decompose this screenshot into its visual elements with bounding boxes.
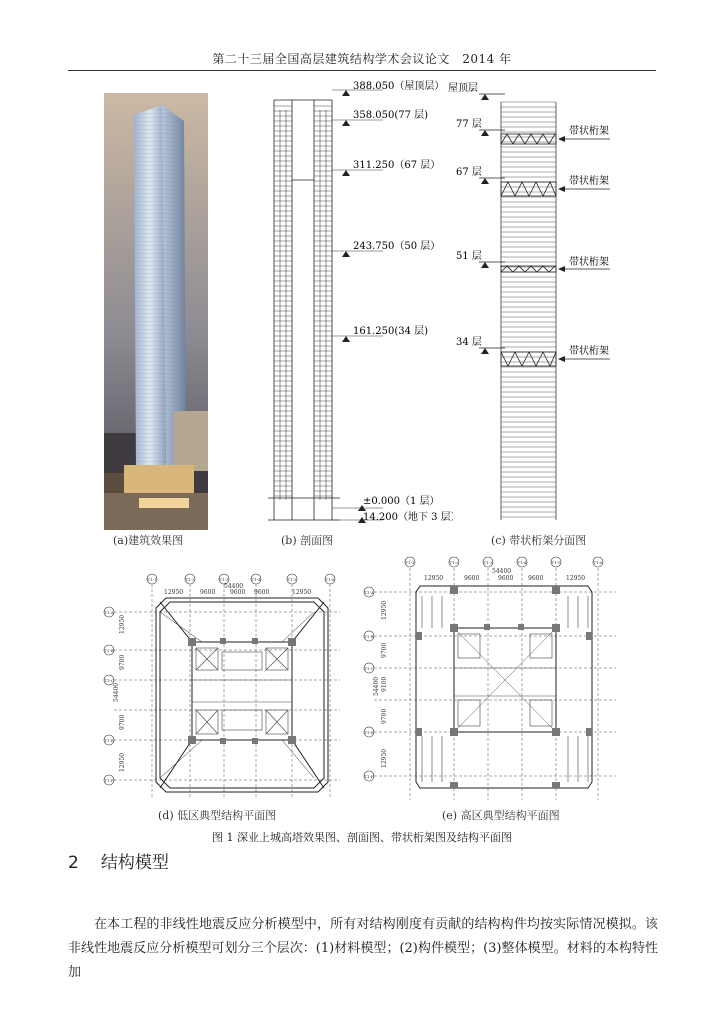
section-heading <box>68 848 169 873</box>
axis-6-d: T1-6 <box>325 577 335 582</box>
caption-b: (b) 剖面图 <box>281 534 334 547</box>
axis-b-d: T1-B <box>104 648 114 653</box>
axis-3-e: T1-3 <box>483 560 493 565</box>
section-number: 2 <box>68 853 79 873</box>
level-basement: 14.200（地下 3 层） <box>363 512 453 523</box>
axis-a-d: T1-A <box>104 610 114 615</box>
axis-3-d: T1-3 <box>219 577 229 582</box>
dim-d-side-4: 12950 <box>119 752 126 772</box>
dim-d-side-total: 54400 <box>113 682 120 702</box>
truss-34-label: 34 层 <box>456 337 482 348</box>
dim-e-side-3: 9700 <box>381 708 388 724</box>
dim-d-side-3: 9700 <box>119 714 126 730</box>
level-67: 311.250（67 层） <box>353 160 441 171</box>
dim-e-side-center: 9100 <box>381 676 388 692</box>
dim-e-side-2: 9700 <box>381 642 388 658</box>
header-rule <box>68 70 656 71</box>
axis-c-d: T1-C <box>104 678 114 683</box>
truss-67-label: 67 层 <box>456 167 482 178</box>
belt-truss-label-3: 带状桁架 <box>569 257 609 268</box>
caption-e: (e) 高区典型结构平面图 <box>442 809 560 822</box>
header-title: 第二十三届全国高层建筑结构学术会议论文 <box>212 52 450 66</box>
level-roof: 388.050（屋顶层） <box>353 81 445 92</box>
axis-6-e: T1-6 <box>593 560 603 565</box>
dim-e-edge-right: 12950 <box>566 575 586 582</box>
caption-c: (c) 带状桁架分面图 <box>491 534 587 547</box>
axis-5-e: T1-5 <box>551 560 561 565</box>
section-title: 结构模型 <box>100 853 169 873</box>
level-ground: ±0.000（1 层） <box>363 496 440 507</box>
dim-d-side-2: 9700 <box>119 654 126 670</box>
dim-e-edge-left: 12950 <box>424 575 444 582</box>
page-header <box>0 50 724 67</box>
level-50: 243.750（50 层） <box>353 241 441 252</box>
dim-mid-1: 9600 <box>200 589 216 596</box>
axis-5-d: T1-5 <box>287 577 297 582</box>
axis-e-d: T1-E <box>104 738 114 743</box>
body-paragraph: 在本工程的非线性地震反应分析模型中，所有对结构刚度有贡献的结构构件均按实际情况模拟。该非线性地震反应分析模型可划分三个层次：(1)材料模型；(2)构件模型；(3)整体模型。材料的本构特性加 <box>68 917 658 980</box>
dim-edge-left: 12950 <box>164 589 184 596</box>
truss-roof-label: 屋顶层 <box>448 83 478 94</box>
dim-mid-3: 9600 <box>254 589 270 596</box>
axis-e-e: T1-E <box>364 730 374 735</box>
dim-d-side-1: 12950 <box>119 614 126 634</box>
figure-caption: 图 1 深业上城高塔效果图、剖面图、带状桁架图及结构平面图 <box>212 831 512 844</box>
truss-77-label: 77 层 <box>456 119 482 130</box>
level-34: 161.250(34 层) <box>353 326 429 337</box>
axis-f-d: T1-F <box>104 778 114 783</box>
axis-2-e: T1-2 <box>449 560 459 565</box>
belt-truss-label-2: 带状桁架 <box>569 176 609 187</box>
dim-edge-right: 12950 <box>292 589 312 596</box>
axis-1-e: T1-1 <box>405 560 415 565</box>
dim-e-mid-3: 9600 <box>528 575 544 582</box>
dim-e-side-1: 12950 <box>381 600 388 620</box>
axis-4-d: T1-4 <box>251 577 261 582</box>
dim-total: 54400 <box>224 583 244 590</box>
axis-a-e: T1-A <box>364 590 374 595</box>
dim-e-side-total: 54400 <box>373 676 380 696</box>
belt-truss-elevation <box>445 78 625 530</box>
belt-truss-label-4: 带状桁架 <box>569 346 609 357</box>
axis-c-e: T1-C <box>364 666 374 671</box>
level-77: 358.050(77 层) <box>353 110 429 121</box>
dim-e-total: 54400 <box>492 568 512 575</box>
axis-4-e: T1-4 <box>517 560 527 565</box>
building-rendering <box>104 93 208 530</box>
low-zone-plan <box>102 572 342 802</box>
axis-b-e: T1-B <box>364 634 374 639</box>
belt-truss-label-1: 带状桁架 <box>569 126 609 137</box>
dim-e-side-4: 12950 <box>381 748 388 768</box>
high-zone-plan <box>362 556 618 802</box>
header-year: 2014 年 <box>462 52 512 66</box>
section-elevation <box>268 80 453 530</box>
dim-mid-2: 9600 <box>230 589 246 596</box>
axis-1-d: T1-1 <box>147 577 157 582</box>
axis-f-e: T1-F <box>364 774 374 779</box>
truss-51-label: 51 层 <box>456 251 482 262</box>
dim-e-mid-1: 9600 <box>464 575 480 582</box>
caption-a: (a)建筑效果图 <box>113 534 184 547</box>
caption-d: (d) 低区典型结构平面图 <box>158 809 277 822</box>
axis-2-d: T1-2 <box>185 577 195 582</box>
dim-e-mid-2: 9600 <box>498 575 514 582</box>
